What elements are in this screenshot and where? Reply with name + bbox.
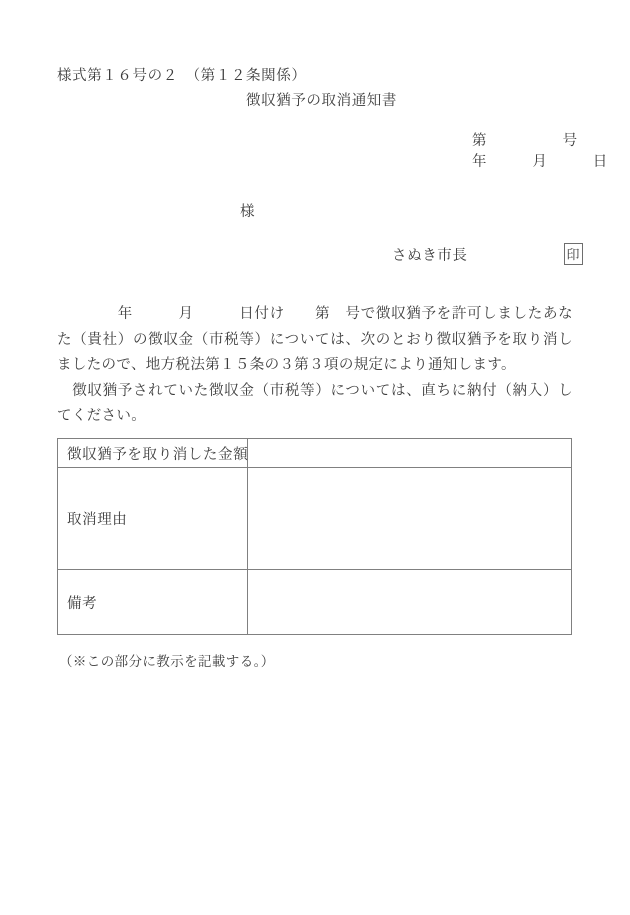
document-meta: [0, 131, 630, 173]
body-paragraph-2: 徴収猶予されていた徴収金（市税等）については、直ちに納付（納入）してください。: [57, 382, 573, 424]
body-paragraph-1: 年 月 日付け 第 号で徴収猶予を許可しましたあなた（貴社）の徴収金（市税等）については、次のとおり徴収猶予を取り消しましたので、地方税法第１５条の３第３項の規定により通知します。: [57, 306, 573, 373]
signature-block: [392, 243, 583, 265]
document-date-line: 年 月 日: [472, 154, 608, 170]
form-number: 様式第１６号の２ （第１２条関係）: [57, 68, 307, 84]
seal-stamp-icon: 印: [564, 243, 583, 265]
row-label-cancellation-reason: 取消理由: [58, 468, 248, 570]
table-row: [58, 468, 572, 570]
table-row: [58, 570, 572, 635]
document-number-line: 第 号: [472, 133, 578, 149]
addressee-suffix: 様: [240, 204, 256, 220]
issuer-name: さぬき市長: [392, 247, 468, 264]
row-label-cancelled-amount: 徴収猶予を取り消した金額: [58, 439, 248, 468]
details-table: [57, 438, 572, 635]
row-value-cancellation-reason[interactable]: [248, 468, 572, 570]
row-label-remarks: 備考: [58, 570, 248, 635]
table-row: [58, 439, 572, 468]
footnote: （※この部分に教示を記載する。）: [59, 654, 275, 669]
document-title: 徴収猶予の取消通知書: [246, 93, 397, 109]
body-text: [57, 302, 573, 430]
row-value-cancelled-amount[interactable]: [248, 439, 572, 468]
row-value-remarks[interactable]: [248, 570, 572, 635]
